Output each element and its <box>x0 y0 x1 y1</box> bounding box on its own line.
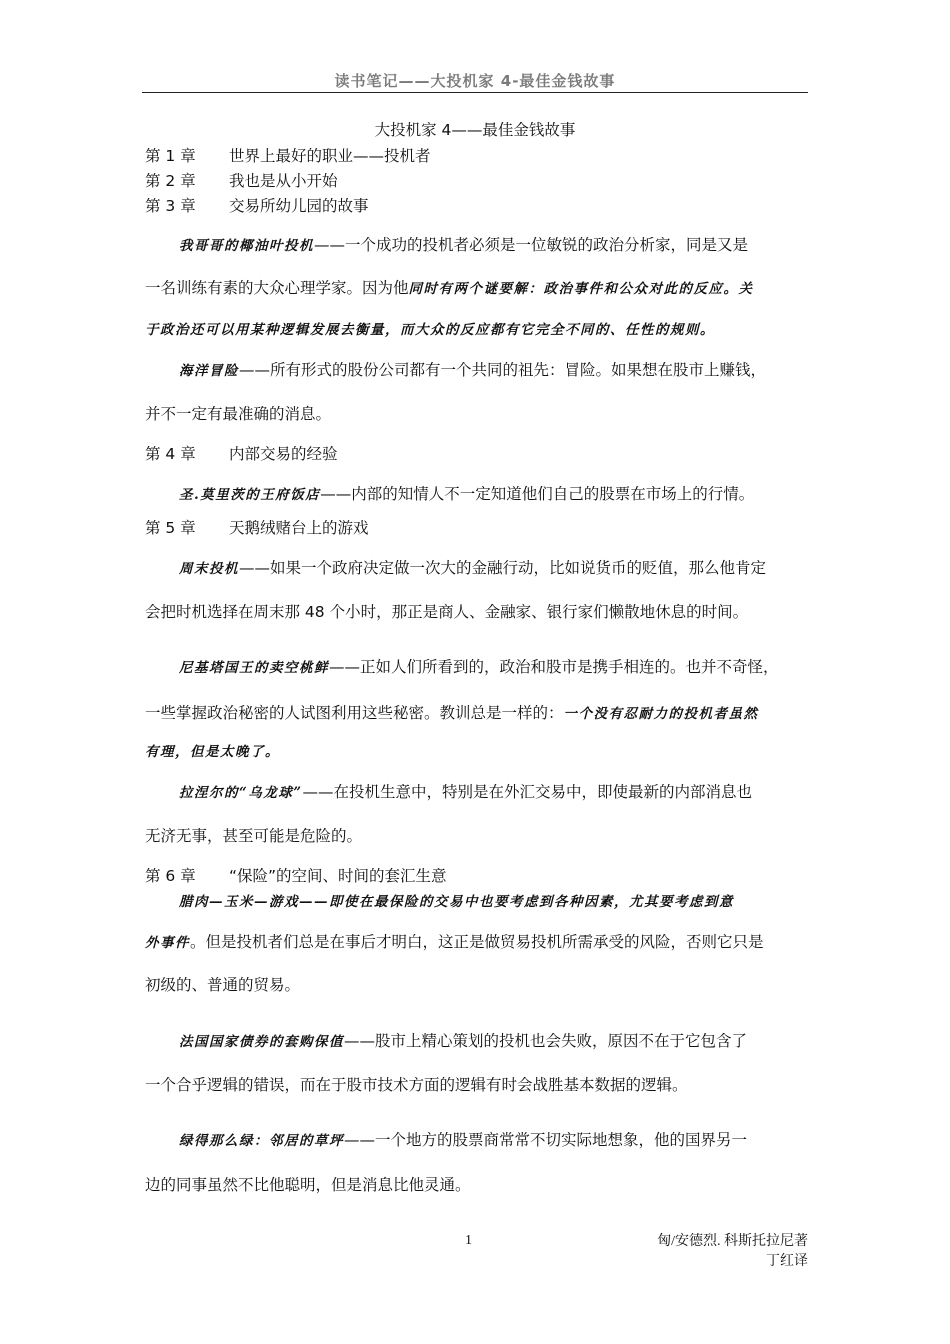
paragraph-line <box>145 1029 844 1051</box>
paragraph-text: ——股市上精心策划的投机也会失败，原因不在于它包含了 <box>344 1032 748 1050</box>
section-keyword: 尼基塔国王的卖空桃鲜 <box>179 660 329 676</box>
paragraph-line <box>145 973 810 995</box>
section-keyword: 海洋冒险 <box>179 363 239 379</box>
paragraph-text: 一个合乎逻辑的错误，而在于股市技术方面的逻辑有时会战胜基本数据的逻辑。 <box>145 1076 688 1094</box>
paragraph-line <box>145 556 844 578</box>
paragraph-line <box>145 276 810 298</box>
paragraph-line <box>145 930 810 952</box>
paragraph-emphasis: 同时有两个谜要解：政治事件和公众对此的反应。关 <box>408 281 754 297</box>
paragraph-text: 无济无事，甚至可能是危险的。 <box>145 827 363 845</box>
paragraph-line <box>145 655 844 677</box>
page-number: 1 <box>465 1233 472 1248</box>
paragraph-text: ——一个成功的投机者必须是一位敏锐的政治分析家，同是又是 <box>314 236 749 254</box>
paragraph-line <box>145 701 810 723</box>
chapter-number: 第 4 章 <box>145 445 196 463</box>
paragraph-emphasis: 外事件 <box>145 935 190 951</box>
section-keyword: 圣.莫里茨的王府饭店 <box>179 487 321 503</box>
section-keyword: 我哥哥的椰油叶投机 <box>179 238 314 254</box>
chapter-title: 内部交易的经验 <box>229 445 338 463</box>
paragraph-line <box>145 402 810 424</box>
paragraph-text: 一些掌握政治秘密的人试图利用这些秘密。教训总是一样的： <box>145 704 564 722</box>
paragraph-line <box>145 824 810 846</box>
chapter-title: 交易所幼儿园的故事 <box>229 197 369 215</box>
paragraph-text: ——一个地方的股票商常常不切实际地想象，他的国界另一 <box>344 1131 748 1149</box>
paragraph-text: ——内部的知情人不一定知道他们自己的股票在市场上的行情。 <box>320 485 755 503</box>
chapter-5-heading <box>145 516 810 538</box>
section-keyword: 法国国家债券的套购保值 <box>179 1034 344 1050</box>
paragraph-text: ——在投机生意中，特别是在外汇交易中，即使最新的内部消息也 <box>302 783 753 801</box>
chapter-number: 第 6 章 <box>145 867 196 885</box>
chapter-3-heading <box>145 194 810 216</box>
chapter-title: 我也是从小开始 <box>229 172 338 190</box>
paragraph-line <box>145 1128 844 1150</box>
chapter-6-heading <box>145 864 810 886</box>
paragraph-text: 一名训练有素的大众心理学家。因为他 <box>145 279 409 297</box>
paragraph-text: 边的同事虽然不比他聪明，但是消息比他灵通。 <box>145 1176 471 1194</box>
section-keyword: 周末投机 <box>179 561 239 577</box>
paragraph-text: ——如果一个政府决定做一次大的金融行动，比如说货币的贬值，那么他肯定 <box>239 559 767 577</box>
chapter-4-heading <box>145 442 810 464</box>
section-keyword: 腊肉—玉米—游戏——即使在最保险的交易中也要考虑到各种因素，尤其要考虑到意 <box>179 894 734 910</box>
translator-credit: 丁红译 <box>766 1254 808 1269</box>
running-header: 读书笔记——大投机家 4-最佳金钱故事 <box>334 72 616 90</box>
paragraph-line <box>145 600 810 622</box>
paragraph-line <box>145 740 810 760</box>
paragraph-emphasis: 一个没有忍耐力的投机者虽然 <box>563 706 759 722</box>
paragraph-line <box>145 1173 810 1195</box>
paragraph-emphasis: 有理，但是太晚了。 <box>145 744 280 760</box>
chapter-number: 第 3 章 <box>145 197 196 215</box>
paragraph-line <box>145 482 844 504</box>
paragraph-emphasis: 于政治还可以用某种逻辑发展去衡量，而大众的反应都有它完全不同的、任性的规则。 <box>145 322 715 338</box>
section-keyword: 绿得那么绿：邻居的草坪 <box>179 1133 344 1149</box>
paragraph-text: 会把时机选择在周末那 48 个小时，那正是商人、金融家、银行家们懒散地休息的时间。 <box>145 603 749 621</box>
chapter-title: “保险”的空间、时间的套汇生意 <box>229 867 447 885</box>
chapter-number: 第 2 章 <box>145 172 196 190</box>
section-keyword: 拉涅尔的“乌龙球” <box>179 785 303 801</box>
document-title: 大投机家 4——最佳金钱故事 <box>374 121 576 139</box>
chapter-2-heading <box>145 169 810 191</box>
author-credit: 匈/安德烈. 科斯托拉尼著 <box>657 1234 808 1249</box>
paragraph-line <box>145 890 844 910</box>
chapter-number: 第 5 章 <box>145 519 196 537</box>
chapter-1-heading <box>145 144 810 166</box>
paragraph-text: 并不一定有最准确的消息。 <box>145 405 332 423</box>
paragraph-line <box>145 1073 810 1095</box>
paragraph-line <box>145 318 810 338</box>
chapter-title: 天鹅绒赌台上的游戏 <box>229 519 369 537</box>
chapter-number: 第 1 章 <box>145 147 196 165</box>
chapter-title: 世界上最好的职业——投机者 <box>229 147 431 165</box>
paragraph-text: ——正如人们所看到的，政治和股市是携手相连的。也并不奇怪， <box>329 658 779 676</box>
paragraph-text: 初级的、普通的贸易。 <box>145 976 301 994</box>
paragraph-line <box>145 233 844 255</box>
paragraph-text: 。但是投机者们总是在事后才明白，这正是做贸易投机所需承受的风险，否则它只是 <box>190 933 764 951</box>
header-rule <box>142 92 808 93</box>
paragraph-line <box>145 358 844 380</box>
paragraph-text: ——所有形式的股份公司都有一个共同的祖先：冒险。如果想在股市上赚钱， <box>239 361 767 379</box>
paragraph-line <box>145 780 844 802</box>
